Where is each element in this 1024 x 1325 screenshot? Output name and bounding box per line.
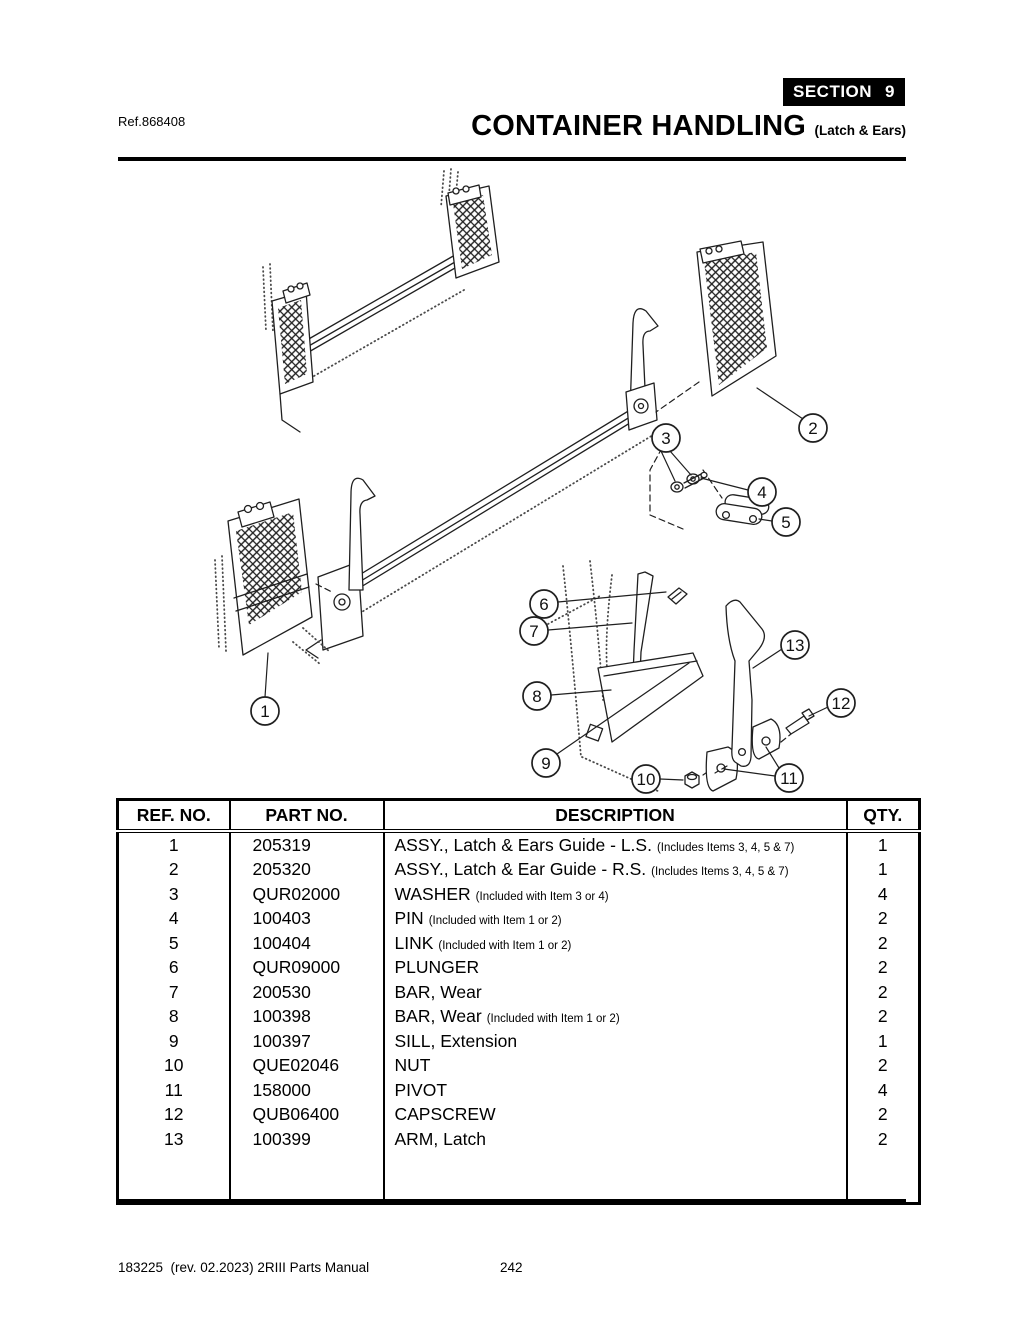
description-cell: ASSY., Latch & Ear Guide - R.S. (Includes Items 3, 4, 5 & 7) [384, 858, 847, 883]
section-badge [783, 78, 905, 106]
callout-7 [520, 617, 548, 645]
ref-no-cell: 11 [164, 1079, 183, 1100]
description-cell: PLUNGER [384, 956, 847, 981]
qty-cell: 1 [847, 1029, 920, 1054]
table-row [118, 1127, 920, 1152]
lower-left-guide [215, 499, 332, 655]
svg-text:5: 5 [781, 513, 791, 532]
description-cell: WASHER (Included with Item 3 or 4) [384, 882, 847, 907]
part-no-cell: 100399 [230, 1127, 384, 1152]
qty-cell: 2 [847, 931, 920, 956]
part-no-cell: 205319 [230, 831, 384, 858]
table-row [118, 931, 920, 956]
callout-9 [532, 749, 560, 777]
table-spacer-row [118, 1152, 920, 1204]
ref-no-cell: 2 [168, 859, 179, 879]
footer-document-info: 183225 (rev. 02.2023) 2RIII Parts Manual [118, 1260, 370, 1275]
callout-13 [781, 631, 809, 659]
callout-3 [652, 424, 680, 452]
callout-11 [775, 764, 803, 792]
parts-table [116, 798, 921, 1205]
ref-no-cell: 6 [168, 957, 179, 977]
part-no-cell: 100403 [230, 907, 384, 932]
ref-no-cell: 1 [168, 834, 179, 855]
page-title: CONTAINER HANDLING [471, 110, 807, 142]
description-cell: NUT [384, 1054, 847, 1079]
part-no-cell: QUB06400 [230, 1103, 384, 1128]
table-row [118, 1029, 920, 1054]
description-note: (Included with Item 3 or 4) [475, 890, 609, 903]
qty-cell: 2 [847, 1103, 920, 1128]
qty-cell: 2 [847, 1054, 920, 1079]
table-row [118, 980, 920, 1005]
table-row [118, 907, 920, 932]
section-number: 9 [885, 82, 895, 101]
description-cell: ARM, Latch [384, 1127, 847, 1152]
callout-4 [748, 478, 776, 506]
qty-cell: 1 [847, 831, 920, 858]
qty-cell: 2 [847, 956, 920, 981]
description-cell: PIVOT [384, 1078, 847, 1103]
table-row [118, 858, 920, 883]
callout-8 [523, 682, 551, 710]
footer-page-number: 242 [500, 1260, 523, 1275]
qty-cell: 4 [847, 1078, 920, 1103]
description-note: (Included with Item 1 or 2) [486, 1013, 620, 1025]
column-header: DESCRIPTION [384, 800, 847, 832]
description-note: (Included with Item 1 or 2) [428, 915, 562, 927]
table-header-row [118, 800, 920, 832]
svg-text:6: 6 [539, 595, 549, 614]
table-row [118, 831, 920, 858]
qty-cell: 4 [847, 882, 920, 907]
qty-cell: 2 [847, 980, 920, 1005]
page-subtitle: (Latch & Ears) [814, 123, 906, 138]
callout-6 [530, 590, 558, 618]
upper-guide-assembly [263, 169, 499, 432]
part-no-cell: 100398 [230, 1005, 384, 1030]
svg-text:7: 7 [529, 622, 539, 641]
svg-text:10: 10 [636, 770, 656, 789]
callout-10 [632, 765, 660, 793]
svg-text:11: 11 [780, 769, 798, 788]
qty-cell: 2 [847, 907, 920, 932]
part-no-cell: QUR09000 [230, 956, 384, 981]
svg-text:13: 13 [785, 636, 805, 655]
svg-text:4: 4 [757, 483, 767, 502]
part-no-cell: QUE02046 [230, 1054, 384, 1079]
description-note: (Includes Items 3, 4, 5 & 7) [656, 841, 795, 854]
ref-number: Ref.868408 [118, 114, 186, 129]
ref-no-cell: 13 [164, 1128, 184, 1149]
exploded-parts-diagram [0, 165, 1024, 805]
header-divider [118, 157, 906, 161]
ref-no-cell: 5 [168, 932, 179, 953]
description-cell: PIN (Included with Item 1 or 2) [384, 907, 847, 932]
qty-cell: 2 [847, 1127, 920, 1152]
latch-arm-assembly [548, 561, 814, 792]
section-label: SECTION [793, 82, 873, 101]
callout-1 [251, 697, 279, 725]
title-block [471, 110, 906, 143]
description-cell: BAR, Wear (Included with Item 1 or 2) [384, 1005, 847, 1030]
ref-no-cell: 3 [168, 883, 179, 904]
ref-no-cell: 10 [164, 1055, 184, 1075]
ref-no-cell: 9 [168, 1030, 179, 1051]
description-cell: LINK (Included with Item 1 or 2) [384, 931, 847, 956]
svg-text:8: 8 [532, 687, 542, 706]
part-no-cell: QUR02000 [230, 882, 384, 907]
callout-12 [827, 689, 855, 717]
table-row [118, 1078, 920, 1103]
table-row [118, 882, 920, 907]
ref-no-cell: 8 [168, 1006, 179, 1026]
callout-5 [772, 508, 800, 536]
table-row [118, 1005, 920, 1030]
svg-text:2: 2 [808, 419, 818, 438]
ref-no-cell: 12 [164, 1104, 184, 1124]
part-no-cell: 205320 [230, 858, 384, 883]
table-row [118, 1103, 920, 1128]
ref-no-cell: 4 [168, 908, 179, 928]
ref-no-cell: 7 [168, 981, 179, 1002]
footer-divider [118, 1199, 906, 1203]
description-note: (Includes Items 3, 4, 5 & 7) [651, 866, 789, 878]
column-header: PART NO. [230, 800, 384, 832]
svg-text:12: 12 [831, 694, 851, 713]
table-row [118, 1054, 920, 1079]
description-cell: BAR, Wear [384, 980, 847, 1005]
svg-text:1: 1 [260, 702, 270, 721]
part-no-cell: 200530 [230, 980, 384, 1005]
column-header: QTY. [847, 800, 920, 832]
description-cell: CAPSCREW [384, 1103, 847, 1128]
parts-table-body [118, 831, 920, 1203]
description-cell: SILL, Extension [384, 1029, 847, 1054]
qty-cell: 2 [847, 1005, 920, 1030]
part-no-cell: 158000 [230, 1078, 384, 1103]
part-no-cell: 100397 [230, 1029, 384, 1054]
description-cell: ASSY., Latch & Ears Guide - L.S. (Includes Items 3, 4, 5 & 7) [384, 831, 847, 858]
column-header: REF. NO. [118, 800, 230, 832]
part-no-cell: 100404 [230, 931, 384, 956]
svg-text:3: 3 [661, 429, 671, 448]
svg-text:9: 9 [541, 754, 551, 773]
callout-2 [799, 414, 827, 442]
table-row [118, 956, 920, 981]
description-note: (Included with Item 1 or 2) [438, 939, 572, 952]
qty-cell: 1 [847, 858, 920, 883]
